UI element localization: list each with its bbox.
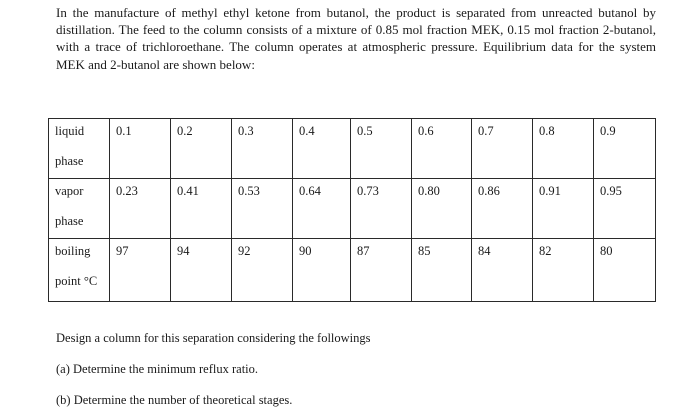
- row-header-label: liquid: [55, 124, 85, 138]
- table-cell: 90: [293, 239, 351, 302]
- table-cell: 92: [232, 239, 293, 302]
- equilibrium-data-table: [48, 118, 656, 302]
- table-cell: 0.95: [594, 179, 656, 239]
- table-cell: 0.8: [533, 119, 594, 179]
- table-row-liquid-phase: [49, 119, 656, 179]
- table-cell: 97: [110, 239, 171, 302]
- row-header-cell: [49, 119, 110, 179]
- row-header-label: phase: [55, 154, 84, 168]
- table-cell: 80: [594, 239, 656, 302]
- table-cell: 0.80: [412, 179, 472, 239]
- table-cell: 0.86: [472, 179, 533, 239]
- row-header-label: vapor: [55, 184, 84, 198]
- table-cell: 0.1: [110, 119, 171, 179]
- table-cell: 0.64: [293, 179, 351, 239]
- row-header-label: phase: [55, 214, 84, 228]
- table-row-vapor-phase: [49, 179, 656, 239]
- problem-statement: In the manufacture of methyl ethyl ketone from butanol, the product is separated from unreacted butanol by distillation. The feed to the column consists of a mixture of 0.85 mol fraction MEK, 0.15 mol fraction 2-butanol, with a trace of trichloroethane. The column operates at atmospheric pressure. Equilibrium data for the system MEK and 2-butanol are shown below:: [56, 5, 656, 72]
- design-heading: Design a column for this separation considering the followings: [56, 331, 371, 345]
- table-cell: 87: [351, 239, 412, 302]
- row-header-cell: [49, 239, 110, 302]
- table-cell: 0.73: [351, 179, 412, 239]
- table-cell: 0.2: [171, 119, 232, 179]
- table-cell: 0.5: [351, 119, 412, 179]
- table-cell: 0.4: [293, 119, 351, 179]
- row-header-label: point °C: [55, 274, 98, 288]
- table-cell: 85: [412, 239, 472, 302]
- row-header-label: boiling: [55, 244, 91, 258]
- table-cell: 0.7: [472, 119, 533, 179]
- design-item-b: (b) Determine the number of theoretical stages.: [56, 393, 293, 407]
- table-cell: 84: [472, 239, 533, 302]
- design-item-a: (a) Determine the minimum reflux ratio.: [56, 362, 259, 376]
- table-cell: 0.91: [533, 179, 594, 239]
- table-cell: 82: [533, 239, 594, 302]
- table-cell: 0.41: [171, 179, 232, 239]
- table-cell: 0.53: [232, 179, 293, 239]
- table-row-boiling-point: [49, 239, 656, 302]
- table-cell: 0.23: [110, 179, 171, 239]
- table-cell: 0.6: [412, 119, 472, 179]
- table-cell: 94: [171, 239, 232, 302]
- row-header-cell: [49, 179, 110, 239]
- table-cell: 0.9: [594, 119, 656, 179]
- table-cell: 0.3: [232, 119, 293, 179]
